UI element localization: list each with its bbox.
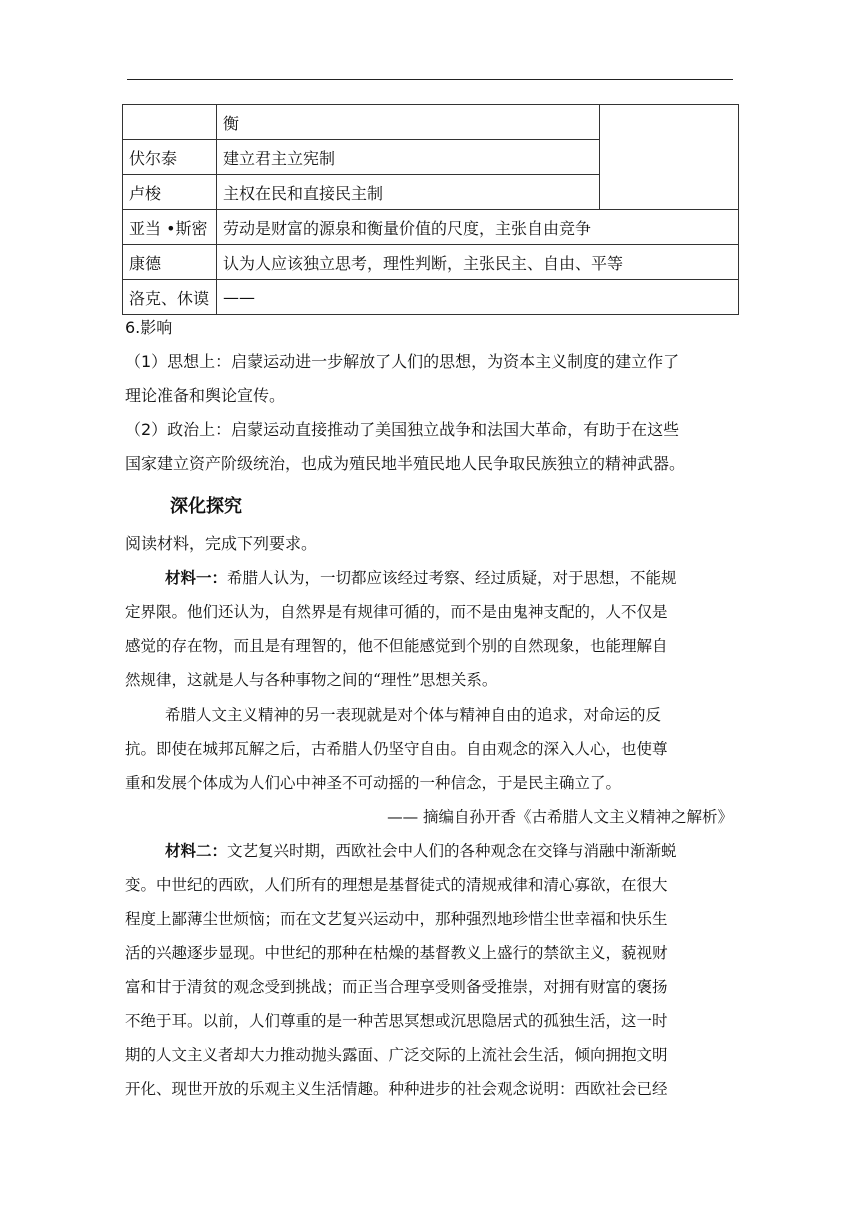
table-row <box>123 210 739 245</box>
material-1-line: 希腊人文主义精神的另一表现就是对个体与精神自由的追求，对命运的反 <box>165 706 662 724</box>
material-2-line: 富和甘于清贫的观念受到挑战；而正当合理享受则备受推崇，对拥有财富的褒扬 <box>125 978 668 996</box>
material-1-text: 希腊人认为，一切都应该经过考察、经过质疑，对于思想，不能规 <box>227 569 677 587</box>
material-2-line <box>165 841 677 861</box>
influence-paragraph-2-cont: 国家建立资产阶级统治，也成为殖民地半殖民地人民争取民族独立的精神武器。 <box>125 454 686 473</box>
material-1-label: 材料一： <box>165 568 228 587</box>
table-row <box>123 105 739 140</box>
instruction-text: 阅读材料，完成下列要求。 <box>125 534 318 553</box>
merged-empty-cell <box>600 105 739 210</box>
philosopher-name: 伏尔泰 <box>123 140 217 175</box>
section-title: 深化探究 <box>170 496 242 517</box>
material-1-line: 然规律，这就是人与各种事物之间的“理性”思想关系。 <box>125 671 498 689</box>
material-1-line: 定界限。他们还认为，自然界是有规律可循的，而不是由鬼神支配的，人不仅是 <box>125 603 668 621</box>
philosophers-table <box>122 104 739 315</box>
philosopher-name: 亚当 •斯密 <box>123 210 217 245</box>
table-row <box>123 245 739 280</box>
material-1-line: 感觉的存在物，而且是有理智的，他不但能感觉到个别的自然现象，也能理解自 <box>125 637 668 655</box>
material-1-line: 重和发展个体成为人们心中神圣不可动摇的一种信念，于是民主确立了。 <box>125 774 622 792</box>
influence-paragraph-1-cont: 理论准备和舆论宣传。 <box>125 386 286 405</box>
philosopher-name: 洛克、休谟 <box>123 280 217 315</box>
philosopher-idea: 建立君主立宪制 <box>217 140 600 175</box>
material-2-line: 活的兴趣逐步显现。中世纪的那种在枯燥的基督教义上盛行的禁欲主义，藐视财 <box>125 944 668 962</box>
influence-paragraph-1: （1）思想上：启蒙运动进一步解放了人们的思想，为资本主义制度的建立作了 <box>125 352 680 371</box>
philosopher-idea: —— <box>217 280 739 315</box>
header-rule <box>127 79 733 80</box>
table-row <box>123 280 739 315</box>
material-2-line: 期的人文主义者却大力推动抛头露面、广泛交际的上流社会生活，倾向拥抱文明 <box>125 1046 668 1064</box>
influence-heading: 6.影响 <box>125 318 173 337</box>
material-1-line: 抗。即使在城邦瓦解之后，古希腊人仍坚守自由。自由观念的深入人心，也使尊 <box>125 740 668 758</box>
philosopher-idea: 衡 <box>217 105 600 140</box>
philosopher-name <box>123 105 217 140</box>
philosopher-idea: 主权在民和直接民主制 <box>217 175 600 210</box>
material-2-text: 文艺复兴时期，西欧社会中人们的各种观念在交锋与消融中渐渐蜕 <box>227 842 677 860</box>
material-1-line <box>165 568 677 588</box>
material-1-source: —— 摘编自孙开香《古希腊人文主义精神之解析》 <box>387 808 733 826</box>
material-2-line: 程度上鄙薄尘世烦恼；而在文艺复兴运动中，那种强烈地珍惜尘世幸福和快乐生 <box>125 910 668 928</box>
philosopher-idea: 认为人应该独立思考，理性判断，主张民主、自由、平等 <box>217 245 739 280</box>
material-2-line: 变。中世纪的西欧，人们所有的理想是基督徒式的清规戒律和清心寡欲，在很大 <box>125 876 668 894</box>
influence-paragraph-2: （2）政治上：启蒙运动直接推动了美国独立战争和法国大革命，有助于在这些 <box>125 420 680 439</box>
philosopher-name: 卢梭 <box>123 175 217 210</box>
philosopher-idea: 劳动是财富的源泉和衡量价值的尺度，主张自由竞争 <box>217 210 739 245</box>
material-2-label: 材料二： <box>165 841 228 860</box>
material-2-line: 开化、现世开放的乐观主义生活情趣。种种进步的社会观念说明：西欧社会已经 <box>125 1080 668 1098</box>
philosopher-name: 康德 <box>123 245 217 280</box>
material-2-line: 不绝于耳。以前，人们尊重的是一种苦思冥想或沉思隐居式的孤独生活，这一时 <box>125 1012 668 1030</box>
